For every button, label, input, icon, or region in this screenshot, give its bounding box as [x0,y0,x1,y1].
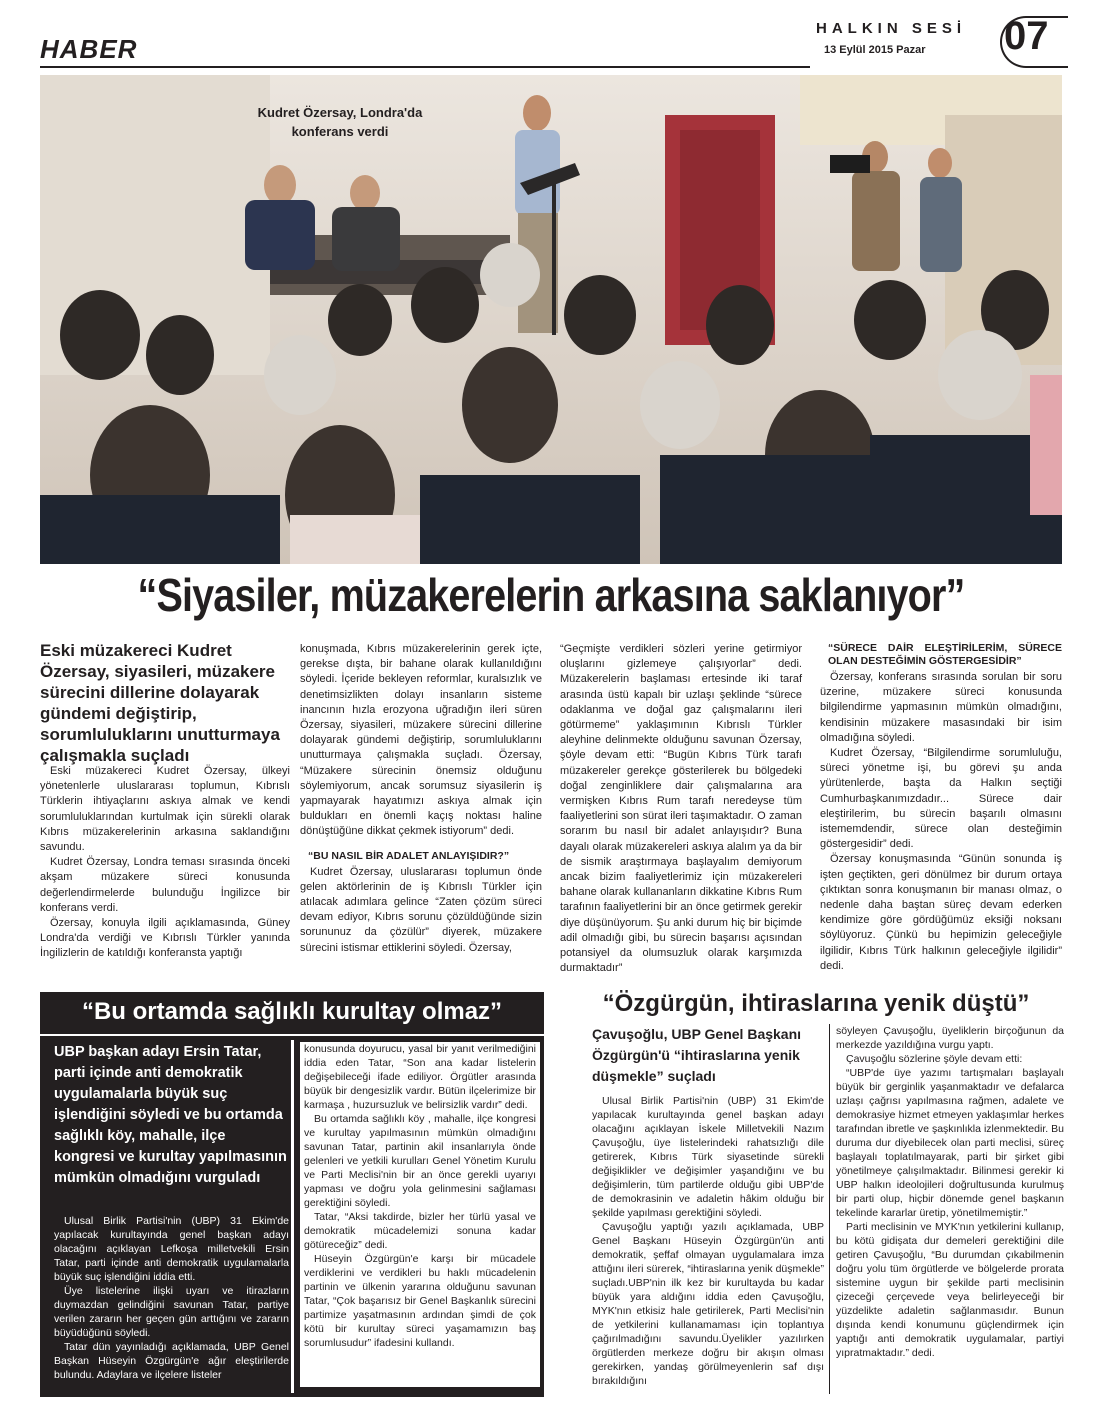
paragraph: Tatar dün yayınladığı açıklamada, UBP Genel Başkan Hüseyin Özgürgün'e ağır eleştirilerde bulundu. Adaylara ve ilçelere listeler [54,1341,289,1381]
section-label: HABER [40,34,138,64]
paragraph: Özersay, konuyla ilgili açıklamasında, Güney Londra'da verdiği ve Kıbrıslı Türkler yanında İngilizlerin de katıldığı konferansta yaptığı [40,917,290,960]
right-headline: “Özgürgün, ihtiraslarına yenik düştü” [602,990,1030,1017]
right-column-2 [836,1024,1064,1360]
main-column-2 [300,642,542,956]
photo-caption: Kudret Özersay, Londra'da konferans verdi [257,105,423,139]
page-number: 07 [1004,14,1049,58]
paragraph: Hüseyin Özgürgün'e karşı bir mücadele verdiklerini ve verdikleri bu haklı mücadelenin partinin ve ülkenin yararına olduğunu savunan Tatar, “Çok başarısız bir Genel Başkanlık sürecini partimize yaşatmasının ardından şimdi de çok kötü bir kurultay süreci yaşamamızın baş sorumlusudur” ifadesini kullandı. [304,1253,536,1349]
left-box-column-2 [300,1042,540,1387]
paragraph: Ulusal Birlik Partisi'nin (UBP) 31 Ekim'de yapılacak kurultayında genel başkan adayı olacağını açıklayan İskele Milletvekili Nazım Çavuşoğlu, üye listelerindeki rahatsızlığı dile getirerek, Kıbrıs Türk siyasetinde sürekli değişiklikler ve değişimler yaşandığını ve bu değişimlerin, tüm partilerde olduğu gibi UBP'de de demokrasinin ve adaletin hâkim olduğu bir şekilde yapılması gerektiğini söyledi. [592,1095,824,1219]
right-lede: Çavuşoğlu, UBP Genel Başkanı Özgürgün'ü “ihtiraslarına yenik düşmekle” suçladı [592,1026,802,1084]
main-lede: Eski müzakereci Kudret Özersay, siyasileri, müzakere sürecini dillerine dolayarak gündemi değiştirip, sorumluluklarını unutturmaya çalışmakla suçladı [40,641,280,765]
paragraph: Kudret Özersay, “Bilgilendirme sorumluluğu, süreci yönetme işi, bu görevi şu anda yürütenlerde, başta da Halkın seçtiği Cumhurbaşkanımızdadır... Sürece dair eleştirilerim, bu sürecin başarılı olmasını istememdendir, sürece olan desteğimin göstergesidir” dedi. [820,747,1062,851]
paragraph: Çavuşoğlu sözlerine şöyle devam etti: [846,1053,1023,1065]
conference-photo [40,75,1062,564]
main-headline: “Siyasiler, müzakerelerin arkasına saklanıyor” [137,569,965,621]
paragraph: Çavuşoğlu yaptığı yazılı açıklamada, UBP Genel Başkanı Hüseyin Özgürgün'ün anti demokratik, şeffaf olmayan uygulamalara imza attığını ileri sürerek, “ihtiraslarına yenik düşmekle” suçladı.UBP'nin ilk kez bir kurultayda bu kadar büyük yara aldığını iddia eden Çavuşoğlu, MYK'nın etkisiz hale getirilerek, Parti Meclisi'nin de yetkilerini kullanamaması için toplantıya çağırılmadığını savundu.Üyelikler yazılırken örgütlerden merkeze doğru bir akışın olması gerekirken, yandaş görülmeyenlerin saf dışı bırakıldığını [592,1221,824,1387]
paragraph: Üye listelerine ilişki uyarı ve itirazların duymazdan gelindiğini savunan Tatar, partiye verilen zararın her geçen gün arttığını ve zararın büyüdüğünü söyledi. [54,1285,289,1339]
left-box-divider [291,1040,294,1393]
main-column-1 [40,764,290,962]
subhead-criticism: “SÜRECE DAİR ELEŞTİRİLERİM, SÜRECE OLAN DESTEĞİMİN GÖSTERGESİDİR” [828,642,1062,667]
paragraph: söyleyen Çavuşoğlu, üyeliklerin birçoğunun da merkezde yazıldığına vurgu yaptı. [836,1025,1064,1051]
left-box-lede: UBP başkan adayı Ersin Tatar, parti içinde anti demokratik uygulamalarla büyük suç işlendiğini söyledi ve bu ortamda sağlıklı köy, mahalle, ilçe kongresi ve kurultay yapılmasının mümkün olmadığını vurguladı [54,1044,287,1186]
left-box-headline: “Bu ortamda sağlıklı kurultay olmaz” [40,992,544,1034]
right-column-1 [592,1094,824,1388]
paragraph: Bu ortamda sağlıklı köy , mahalle, ilçe kongresi ve kurultay yapılmasının mümkün olmadığını savunan Tatar, partinin akil insanlarıyla önde gelenleri ve yetkili kurulları Genel Yönetim Kurulu ve Parti Meclisi'nin bir an önce gerekli uyarıyı yapması ve doğru yola gelinmesini sağlaması gerektiğini söyledi. [304,1113,536,1209]
paragraph: Kudret Özersay, uluslararası toplumun önde gelen aktörlerinin de iş Kıbrıslı Türkler için atılacak adımlara gelince “Zaten çözüm süreci devam ediyor, Kıbrıs sorunu çözüldüğünde sizin sorununuz da çözülür” diyerek, müzakere sürecini istismar ettiklerini söyledi. Özersay, [300,865,542,954]
paragraph: Kudret Özersay, Londra teması sırasında önceki akşam müzakere süreci konusunda değerlendirmelerde bulunduğu İngilizce bir konferans verdi. [40,856,290,914]
paragraph: konuşmada, Kıbrıs müzakerelerinin gerek içte, gerekse dışta, bir bahane olarak kullanıldığını söyledi. İçeride bekleyen reformlar, kuralsızlık ve denetimsizlikten dolayı insanların sisteme inancının hızla erozyona uğradığın ileri süren Özersay, siyasileri, müzakere sürecini dillerine dolayarak gündemi değiştirip, sorumluluklarını unutturmaya çalışmakla suçladı. Özersay, “Müzakere sürecinin önemsiz olduğunu söylemiyorum, ancak sorumsuz siyasilerin iş yapmayarak hayatımızı askıya almak için buldukları en önemli kaçış noktası haline dönüştüğüne dikkat çekmek istiyorum” dedi. [300,643,542,838]
header-rule [40,66,810,68]
masthead: HALKIN SESİ [816,20,967,37]
right-column-divider [829,1024,830,1394]
paragraph: Tatar, “Aksi takdirde, bizler her türlü yasal ve demokratik mücadelemizi sonuna kadar götüreceğiz” dedi. [304,1211,536,1251]
left-box-body [40,1036,544,1397]
paragraph: “Geçmişte verdikleri sözleri yerine getirmiyor oluşlarını gizlemeye çalışıyorlar” dedi. Müzakerelerin başlaması ertesinde iki taraf arasında üstü kapalı bir uzlaşı şeklinde “sürece odaklanma ve doğal gaz çalışmalarını ileri götürmeme” yaklaşımının Kıbrıslı Türkler aleyhine delinmekte olduğunu savunan Özersay, şöyle devam etti: “Bugün Kıbrıs Türk tarafı müzakereler gerekçe gösterilerek bu bölgedeki doğal zenginliklere dair çalışmalarına ara vermişken Kıbrıs Rum tarafı neredeyse tüm faaliyetlerini son sürat ileri taşımaktadır. O zaman sorarım bu nasıl bir adalet anlayışıdır? Buna dayalı olarak müzakereleri askıya alalım ya da bir de sismik araştırmaya başlayalım demiyorum ancak bizim faaliyetlerimiz için müzakereleri bahane olarak kullananların dikkatine Kıbrıs Rum tarafının faaliyetlerini bir an önce getirmek gerekir diye düşünüyorum. Şu anki durum hiç bir biçimde adil olmadığı gibi, bu sürecin başarısı açısından potansiyel da olumsuzluk olarak karşımızda durmaktadır” [560,643,802,975]
issue-date: 13 Eylül 2015 Pazar [824,44,926,56]
paragraph: Parti meclisinin ve MYK'nın yetkilerini kullanıp, bu kötü gidişata dur demeleri gerektiğini dile getiren Çavuşoğlu, “Bu durumdan çıkabilmenin doğru yolu tüm örgütlerde ve bölgelerde prorata sistemine uygun bir şekilde parti meclisinin çizeceği çerçevede veya belirleyeceği bir yüzdelikte adaletin sağlanmasıdır. Bunun dışında kendi konumunu güçlendirmek için yaptığı anti demokratik uygulamalar, partiyi yıpratmaktadır.” dedi. [836,1221,1064,1359]
paragraph: Ulusal Birlik Partisi'nin (UBP) 31 Ekim'de yapılacak kurultayında genel başkan adayı olacağını açıklayan Lefkoşa milletvekili Ersin Tatar, parti içinde anti demokratik uygulamalarla büyük suç işlendiğini iddia etti. [54,1215,289,1283]
subhead-justice: “BU NASIL BİR ADALET ANLAYIŞIDIR?” [308,849,510,862]
main-column-3 [560,642,802,976]
paragraph: Eski müzakereci Kudret Özersay, ülkeyi yönetenlerle uluslararası toplumun, Kıbrıslı Türklerin ihtiyaçlarını askıya almak ve kendi sorumluluklarından kurtulmak için sürekli olarak Kıbrıs müzakerelerinin arkasına saklandığını savundu. [40,765,290,854]
paragraph: Özersay, konferans sırasında sorulan bir soru üzerine, müzakere süreci konusunda bilgilendirme yapmasının mümkün olmadığını, kendisinin müzakere masasındaki bir isim olmadığına söyledi. [820,671,1062,744]
paragraph: konusunda doyurucu, yasal bir yanıt verilmediğini iddia eden Tatar, “Son ana kadar listelerin değişebileceği ifade ediliyor. Örgütler arasında büyük bir dengesizlik vardır. Bütün ilçelerimize bir karmaşa , huzursuzluk ve belirsizlik vardır” dedi. [304,1043,536,1111]
conference-photo-illustration [40,75,1062,564]
paragraph: “UBP'de üye yazımı tartışmaları başlayalı büyük bir gerginlik yaşanmaktadır ve defalarca uzlaşı çağrısı yapılmasına rağmen, adalete ve demokrasiye hizmet etmeyen yaklaşımlar herkes tarafından ibretle ve şaşkınlıkla izlenmektedir. Bu duruma dur diyebilecek olan parti meclisi, süreç başlayalı toplatılmayarak, parti bir şirket gibi yönetilmeye çalışılmaktadır. Bilinmesi gerekir ki UBP halkın ideolojileri doğrultusunda kurulmuş bir parti olup, hiçbir dönemde genel başkanın tekelinde kararlar üretip, yönetilmemiştir.” [836,1067,1064,1219]
paragraph: Özersay konuşmasında “Günün sonunda iş işten geçtikten, geri dönülmez bir durum ortaya çıktıktan sonra konuşmanın bir manası olmaz, o nedenle daha baştan süreç devam ederken kendimize göre gördüğümüz eksiği noksanı söylüyoruz. Çünkü bu hepimizin geleceğiyle ilgilidir, Kıbrıs Türk halkının geleceğiyle ilgilidir” dedi. [820,853,1062,972]
left-box-column-1 [54,1214,289,1382]
main-column-4 [820,642,1062,974]
